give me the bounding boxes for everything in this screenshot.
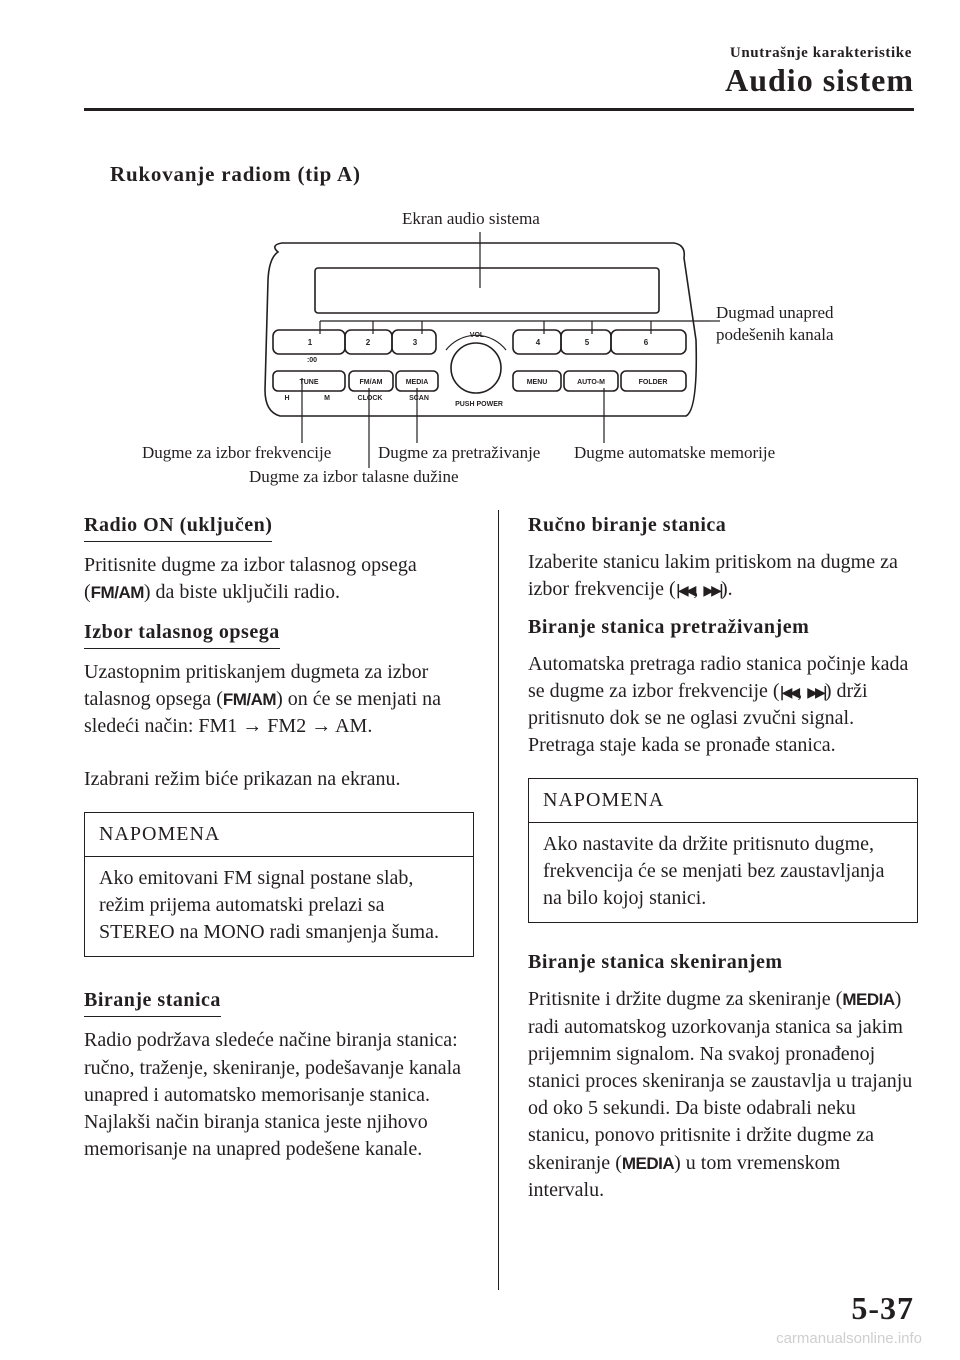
right-column [528,512,918,1204]
heading-radio-on: Radio ON (uključen) [84,512,272,542]
preset-label-1: 1 [307,338,313,347]
preset-label-2: 2 [365,338,371,347]
tune-label: TUNE [299,379,319,386]
preset-label-3: 3 [412,338,418,347]
callout-display: Ekran audio sistema [402,209,540,228]
media-inline-label-2: MEDIA [621,1153,675,1173]
media-inline-label: MEDIA [842,990,895,1010]
paragraph-station-select: Radio podržava sledeće načine biranja stanica: ručno, traženje, skeniranje, podešavanje kanala unapred i automatsko memorisanje stanica. Najlakši način biranja stanica jeste njihovo memorisanje na unapred podešene kanale. [84,1029,462,1161]
note-box-right [528,778,918,924]
scan-label: SCAN [409,395,429,402]
page-title: Audio sistem [725,62,914,98]
preset-label-6: 6 [643,338,649,347]
heading-band-select: Izbor talasnog opsega [84,619,280,649]
h-label: H [284,395,290,402]
menu-label: MENU [526,379,548,386]
volume-knob [451,343,501,393]
paragraph-manual: Izaberite stanicu lakim pritiskom na dugme za izbor frekvencije (|◀◀, ▶▶|). [528,551,898,601]
fm-am-inline-label: FM/AM [90,583,144,603]
heading-station-select: Biranje stanica [84,987,221,1017]
paragraph-search: Automatska pretraga radio stanica počinje kada se dugme za izbor frekvencije (|◀◀, ▶▶|) drži pritisnuto dok se ne oglasi zvučni signal. Pretraga staje kada se pronađe stanica. [528,652,909,757]
figure-title: Rukovanje radiom (tip A) [110,162,361,186]
sub-00-label: :00 [306,357,318,364]
paragraph-scan: Pritisnite i držite dugme za skeniranje (MEDIA) radi automatskog uzorkovanja stanica sa jakim prijemnim signalom. Na svakoj pronađenoj stanici proces skeniranja se zaustavlja u trajanju od oko 5 sekundi. Da biste odabrali neku stanicu, ponovo pritisnite i držite dugme za skeniranje (MEDIA) u tom vremenskom intervalu. [528,988,913,1201]
note-box-left [84,812,474,958]
callout-freq: Dugme za izbor frekvencije [142,443,332,462]
left-column [84,512,474,1163]
header-rule [84,108,914,111]
clock-label: CLOCK [357,395,383,402]
preset-label-5: 5 [584,338,590,347]
vol-label: VOL [469,332,485,339]
heading-scan: Biranje stanica skeniranjem [528,951,783,974]
seek-forward-icon-2: ▶▶| [807,684,825,701]
seek-back-icon-2: |◀◀ [779,684,798,701]
note-heading-right: NAPOMENA [529,779,917,823]
paragraph-band-select: Uzastopnim pritiskanjem dugmeta za izbor talasnog opsega (FM/AM) on će se menjati na sledeći način: FM1 → FM2 → AM. [84,660,442,738]
heading-manual: Ručno biranje stanica [528,514,727,536]
push-power-label: PUSH POWER [455,401,503,408]
radio-panel-figure [130,200,850,490]
note-text-left: Ako emitovani FM signal postane slab, režim prijema automatski prelazi sa STEREO na MONO radi smanjenja šuma. [99,866,439,944]
page-number: 5-37 [851,1290,914,1326]
seek-forward-icon: ▶▶| [703,583,722,600]
fm-am-inline-label-2: FM/AM [222,689,277,709]
heading-search: Biranje stanica pretraživanjem [528,615,810,638]
paragraph-mode-shown: Izabrani režim biće prikazan na ekranu. [84,768,401,791]
paragraph-radio-on: Pritisnite dugme za izbor talasnog opsega (FM/AM) da biste uključili radio. [84,554,417,604]
callout-presets-2: podešenih kanala [716,325,834,344]
column-divider [498,510,499,1290]
preset-label-4: 4 [535,338,541,347]
watermark: carmanualsonline.info [776,1330,922,1347]
media-label: MEDIA [405,379,429,386]
callout-presets-1: Dugmad unapred [716,303,834,322]
callout-search: Dugme za pretraživanje [378,443,541,462]
section-label: Unutrašnje karakteristike [729,45,912,61]
callout-automem: Dugme automatske memorije [574,443,776,462]
m-label: M [324,395,330,402]
note-heading-left: NAPOMENA [85,813,473,857]
folder-label: FOLDER [638,379,668,386]
note-text-right: Ako nastavite da držite pritisnuto dugme, frekvencija će se menjati bez zaustavljanja na bilo kojoj stanici. [543,832,885,910]
callout-band: Dugme za izbor talasne dužine [249,467,459,486]
seek-back-icon: |◀◀ [675,583,694,600]
auto-m-label: AUTO-M [577,379,605,386]
fm-am-label: FM/AM [359,379,383,386]
preset-button-6 [611,330,686,354]
display-screen [315,268,659,313]
